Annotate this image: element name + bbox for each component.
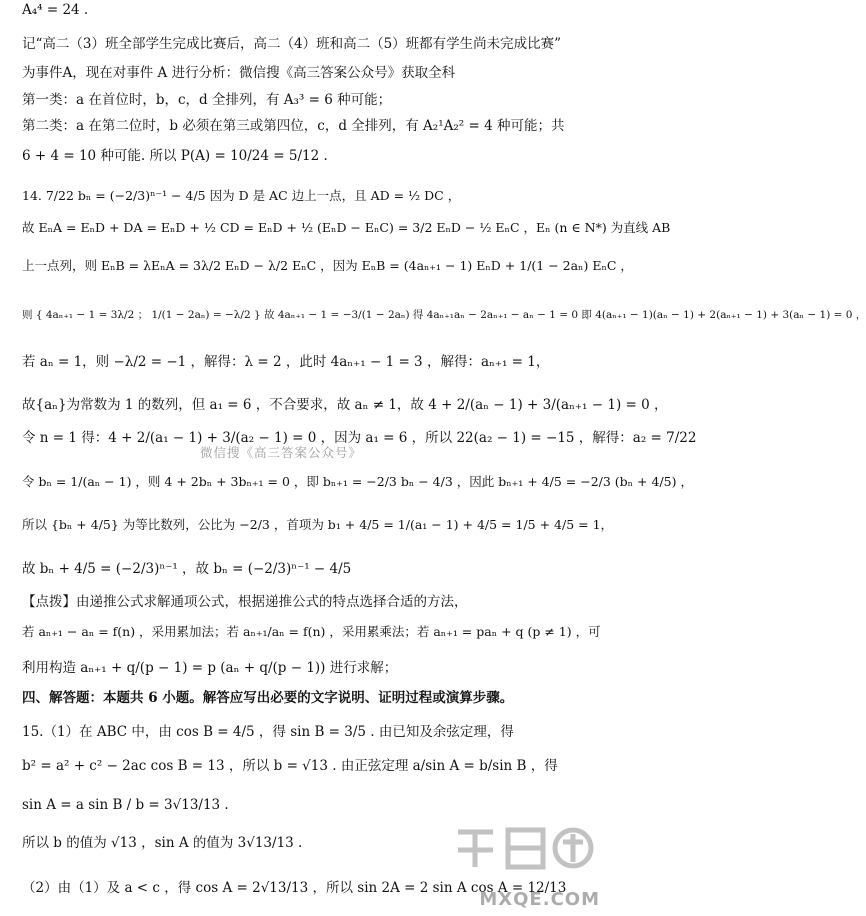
- text-line-11: 若 aₙ = 1，则 −λ/2 = −1 ，解得：λ = 2 ，此时 4aₙ₊₁ − 1 = 3 ，解得：aₙ₊₁ = 1，: [22, 354, 550, 370]
- text-line-9: 上一点列，则 EₙB = λEₙA = 3λ/2 EₙD − λ/2 EₙC ，因为 EₙB = (4aₙ₊₁ − 1) EₙD + 1/(1 − 2aₙ) EₙC ，: [22, 258, 633, 273]
- text-line-13: 令 n = 1 得：4 + 2/(a₁ − 1) + 3/(a₂ − 1) = 0 ，因为 a₁ = 6 ，所以 22(a₂ − 1) = −15 ，解得：a₂ = 7/22: [22, 430, 697, 446]
- text-line-21: 15.（1）在 ABC 中，由 cos B = 4/5 ，得 sin B = 3/5 . 由已知及余弦定理，得: [22, 724, 514, 740]
- text-line-2: 记“高二（3）班全部学生完成比赛后，高二（4）班和高二（5）班都有学生尚未完成比赛”: [22, 36, 562, 52]
- text-line-25: （2）由（1）及 a < c ，得 cos A = 2√13/13 ，所以 sin 2A = 2 sin A cos A = 12/13: [22, 880, 567, 896]
- text-line-23: sin A = a sin B / b = 3√13/13 .: [22, 797, 229, 813]
- text-line-14: 令 bₙ = 1/(aₙ − 1) ，则 4 + 2bₙ + 3bₙ₊₁ = 0 ，即 bₙ₊₁ = −2/3 bₙ − 4/3 ，因此 bₙ₊₁ + 4/5 = −2/3 (bₙ + 4/5) ，: [22, 474, 693, 489]
- text-line-6: 6 + 4 = 10 种可能. 所以 P(A) = 10/24 = 5/12 .: [22, 148, 328, 164]
- watermark-text: 微信搜《高三答案公众号》: [200, 445, 363, 460]
- text-line-1: A₄⁴ = 24 .: [22, 2, 89, 18]
- text-line-17: 【点拨】由递推公式求解通项公式，根据递推公式的特点选择合适的方法，: [22, 594, 468, 610]
- text-line-4: 第一类：a 在首位时，b，c，d 全排列，有 A₃³ = 6 种可能；: [22, 92, 392, 108]
- text-line-18: 若 aₙ₊₁ − aₙ = f(n) ，采用累加法；若 aₙ₊₁/aₙ = f(n) ，采用累乘法；若 aₙ₊₁ = paₙ + q (p ≠ 1) ，可: [22, 624, 601, 639]
- text-line-16: 故 bₙ + 4/5 = (−2/3)ⁿ⁻¹ ，故 bₙ = (−2/3)ⁿ⁻¹ − 4/5: [22, 561, 352, 577]
- text-line-8: 故 EₙA = EₙD + DA = EₙD + ½ CD = EₙD + ½ (EₙD − EₙC) = 3/2 EₙD − ½ EₙC ，Eₙ (n ∈ N*) 为直线 AB: [22, 220, 671, 235]
- section-heading: 四、解答题：本题共 6 小题。解答应写出必要的文字说明、证明过程或演算步骤。: [22, 690, 514, 706]
- text-line-24: 所以 b 的值为 √13 ，sin A 的值为 3√13/13 .: [22, 835, 303, 851]
- corner-logo-text: MXQE.COM: [479, 889, 600, 910]
- text-line-12: 故{aₙ}为常数为 1 的数列，但 a₁ = 6 ，不合要求，故 aₙ ≠ 1，故 4 + 2/(aₙ − 1) + 3/(aₙ₊₁ − 1) = 0 ，: [22, 397, 668, 413]
- text-line-15: 所以 {bₙ + 4/5} 为等比数列，公比为 −2/3 ，首项为 b₁ + 4/5 = 1/(a₁ − 1) + 4/5 = 1/5 + 4/5 = 1，: [22, 517, 614, 532]
- text-line-19: 利用构造 aₙ₊₁ + q/(p − 1) = p (aₙ + q/(p − 1)) 进行求解；: [22, 660, 398, 676]
- text-line-7: 14. 7/22 bₙ = (−2/3)ⁿ⁻¹ − 4/5 因为 D 是 AC 边上一点，且 AD = ½ DC ，: [22, 188, 461, 203]
- text-line-3: 为事件A，现在对事件 A 进行分析：微信搜《高三答案公众号》获取全科: [22, 65, 456, 81]
- text-line-22: b² = a² + c² − 2ac cos B = 13 ，所以 b = √13 . 由正弦定理 a/sin A = b/sin B ，得: [22, 758, 558, 774]
- text-line-5: 第二类：a 在第二位时，b 必须在第三或第四位，c，d 全排列，有 A₂¹A₂² = 4 种可能；共: [22, 118, 565, 134]
- text-line-10: 则 { 4aₙ₊₁ − 1 = 3λ/2 ； 1/(1 − 2aₙ) = −λ/2 } 故 4aₙ₊₁ − 1 = −3/(1 − 2aₙ) 得 4aₙ₊₁aₙ − 2aₙ₊₁ − aₙ − 1 = 0 即 4(aₙ₊₁ − 1)(aₙ − 1) + 2(aₙ₊₁ − 1) + 3(aₙ − 1) = 0 ，: [22, 309, 866, 321]
